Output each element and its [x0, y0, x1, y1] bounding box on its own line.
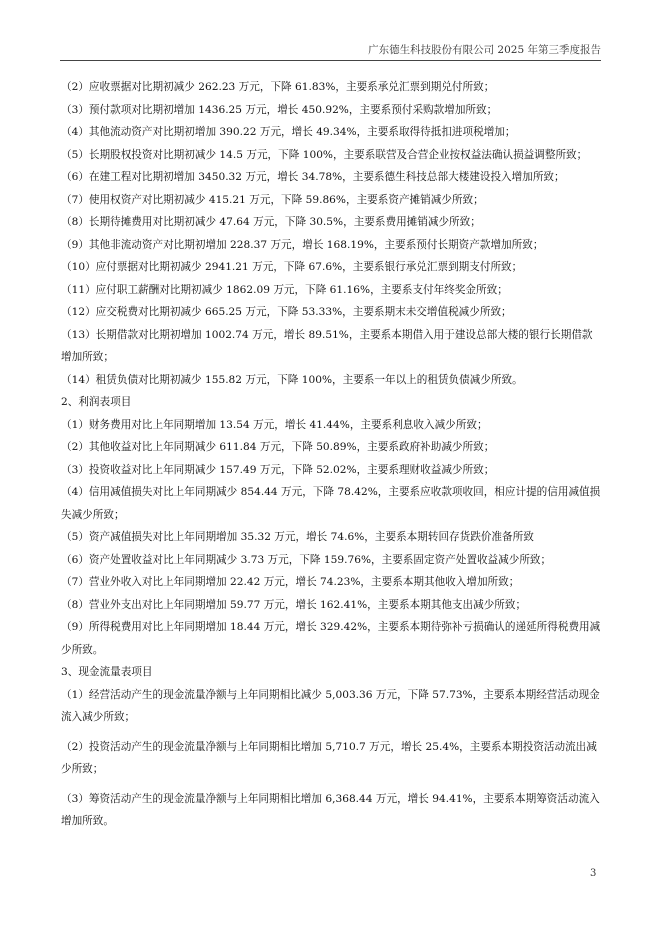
balance-item-9: （9）其他非流动资产对比期初增加 228.37 万元，增长 168.19%，主要系预付长期资产款增加所致； [61, 238, 544, 251]
income-item-2: （2）其他收益对比上年同期减少 611.84 万元，下降 50.89%，主要系政府补助减少所致； [61, 441, 495, 453]
section-heading-income-statement: 2、利润表项目 [61, 396, 132, 408]
income-item-5: （5）资产减值损失对比上年同期增加 35.32 万元，增长 74.6%，主要系本期转回存货跌价准备所致 [61, 531, 534, 543]
page-number: 3 [590, 868, 597, 879]
income-item-9: （9）所得税费用对比上年同期增加 18.44 万元，增长 329.42%，主要系本期待弥补亏损确认的递延所得税费用减少所致。 [61, 621, 601, 656]
income-item-6: （6）资产处置收益对比上年同期减少 3.73 万元，下降 159.76%，主要系固定资产处置收益减少所致； [61, 553, 552, 566]
cashflow-item-3: （3）筹资活动产生的现金流量净额与上年同期相比增加 6,368.44 万元，增长 94.41%，主要系本期筹资活动流入增加所致。 [61, 792, 600, 827]
balance-item-6: （6）在建工程对比期初增加 3450.32 万元，增长 34.78%，主要系德生科技总部大楼建设投入增加所致； [61, 171, 565, 183]
balance-item-4: （4）其他流动资产对比期初增加 390.22 万元，增长 49.34%，主要系取得待抵扣进项税增加； [61, 126, 516, 138]
income-item-1: （1）财务费用对比上年同期增加 13.54 万元，增长 41.44%，主要系利息收入减少所致； [61, 418, 488, 431]
income-item-7: （7）营业外收入对比上年同期增加 22.42 万元，增长 74.23%，主要系本期其他收入增加所致； [61, 576, 520, 588]
income-item-3: （3）投资收益对比上年同期减少 157.49 万元，下降 52.02%，主要系理财收益减少所致； [61, 463, 495, 476]
balance-item-14: （14）租赁负债对比期初减少 155.82 万元，下降 100%，主要系一年以上的租赁负债减少所致。 [61, 373, 523, 386]
balance-item-2: （2）应收票据对比期初减少 262.23 万元，下降 61.83%，主要系承兑汇票到期兑付所致； [61, 81, 495, 93]
balance-item-3: （3）预付款项对比期初增加 1436.25 万元，增长 450.92%，主要系预付采购款增加所致； [61, 103, 498, 116]
cashflow-item-1: （1）经营活动产生的现金流量净额与上年同期相比减少 5,003.36 万元，下降 57.73%，主要系本期经营活动现金流入减少所致； [61, 688, 600, 723]
balance-item-10: （10）应付票据对比期初减少 2941.21 万元，下降 67.6%，主要系银行承兑汇票到期支付所致； [61, 261, 523, 273]
balance-item-12: （12）应交税费对比期初减少 665.25 万元，下降 53.33%，主要系期末未交增值税减少所致； [61, 306, 512, 318]
income-item-4: （4）信用减值损失对比上年同期减少 854.44 万元，下降 78.42%，主要系应收款项收回，相应计提的信用减值损失减少所致； [61, 486, 601, 521]
balance-item-5: （5）长期股权投资对比期初减少 14.5 万元，下降 100%，主要系联营及合营企业按权益法确认损益调整所致； [61, 148, 588, 161]
income-item-8: （8）营业外支出对比上年同期增加 59.77 万元，增长 162.41%，主要系本期其他支出减少所致； [61, 598, 527, 611]
report-body [61, 76, 601, 833]
header-divider [60, 60, 601, 61]
balance-item-8: （8）长期待摊费用对比期初减少 47.64 万元，下降 30.5%，主要系费用摊销减少所致； [61, 216, 481, 228]
balance-item-13: （13）长期借款对比期初增加 1002.74 万元，增长 89.51%，主要系本期借入用于建设总部大楼的银行长期借款增加所致； [61, 328, 593, 363]
cashflow-item-2: （2）投资活动产生的现金流量净额与上年同期相比增加 5,710.7 万元，增长 25.4%，主要系本期投资活动流出减少所致； [61, 740, 597, 775]
report-header-title: 广东德生科技股份有限公司 2025 年第三季度报告 [368, 44, 601, 56]
balance-item-7: （7）使用权资产对比期初减少 415.21 万元，下降 59.86%，主要系资产摊销减少所致； [61, 193, 484, 206]
section-heading-cash-flow: 3、现金流量表项目 [61, 666, 153, 678]
balance-item-11: （11）应付职工薪酬对比期初减少 1862.09 万元，下降 61.16%，主要系支付年终奖金所致； [61, 283, 508, 296]
